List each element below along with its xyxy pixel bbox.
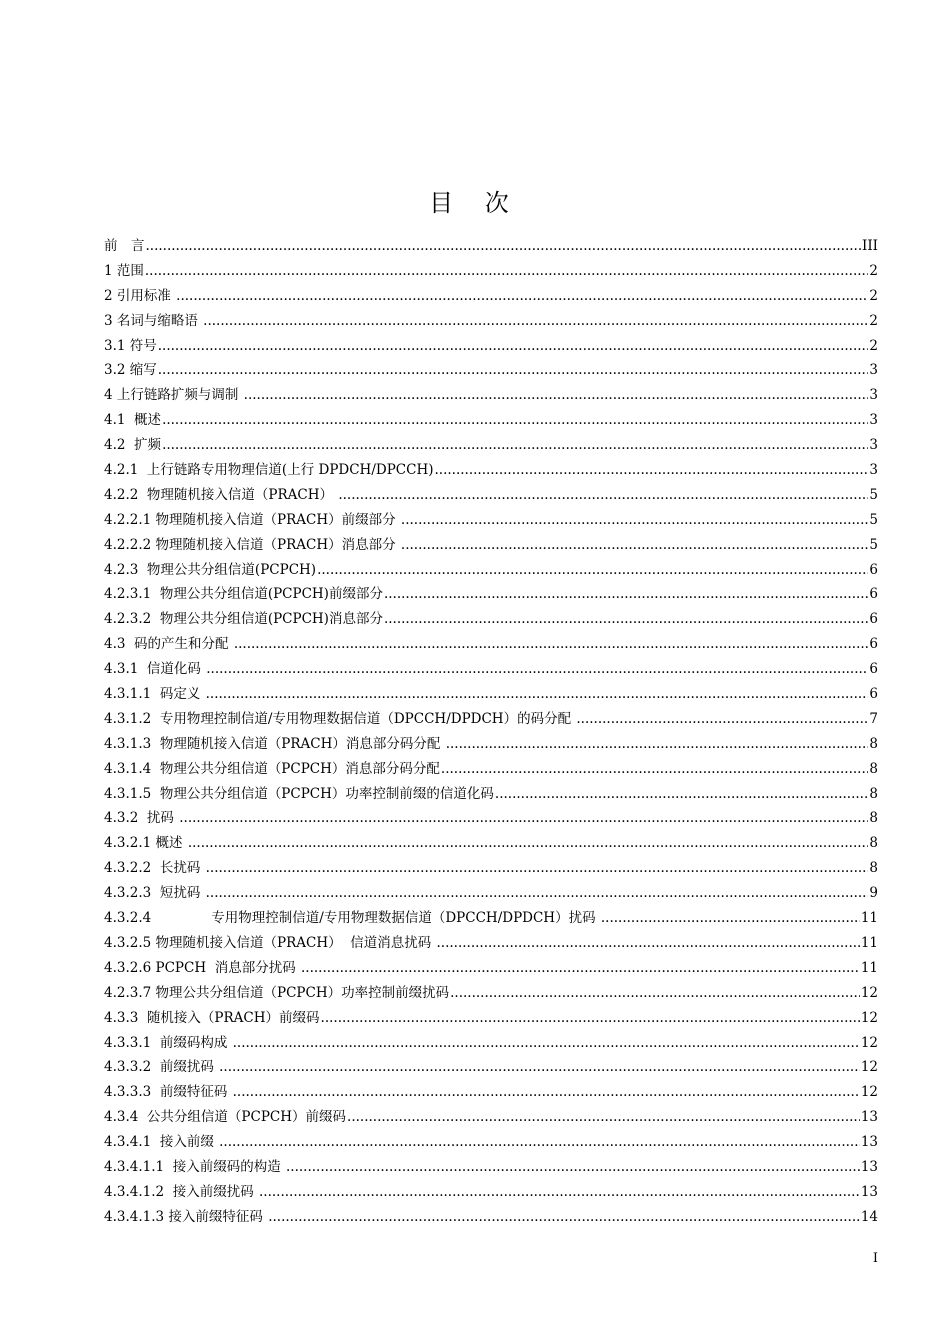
dot-leader <box>286 1155 860 1180</box>
toc-entry[interactable] <box>104 1180 878 1205</box>
toc-entry[interactable] <box>104 1055 878 1080</box>
toc-entry-title: 4.3.2.1 概述 <box>104 835 187 852</box>
dot-leader <box>434 458 868 483</box>
toc-entry[interactable] <box>104 358 878 383</box>
toc-entry-page: 6 <box>869 611 878 628</box>
toc-entry-title: 4.3.4.1.3 接入前缀特征码 <box>104 1208 268 1225</box>
toc-entry[interactable] <box>104 533 878 558</box>
toc-entry-page: 13 <box>860 1158 878 1175</box>
toc-entry-title: 4.3.2.2 长扰码 <box>104 860 205 877</box>
toc-entry[interactable] <box>104 881 878 906</box>
toc-entry-title: 前 言 <box>104 238 145 254</box>
dot-leader <box>495 782 868 807</box>
toc-entry-page: 7 <box>869 710 878 727</box>
toc-entry-page: 3 <box>869 412 878 429</box>
toc-entry-title: 4 上行链路扩频与调制 <box>104 387 243 404</box>
toc-entry-page: 14 <box>860 1208 878 1225</box>
toc-entry[interactable] <box>104 1130 878 1155</box>
toc-entry-page: 6 <box>869 586 878 603</box>
toc-entry-title: 4.3.2.4 专用物理控制信道/专用物理数据信道（DPCCH/DPDCH）扰码 <box>104 910 600 927</box>
toc-entry-page: 12 <box>860 1009 878 1026</box>
toc-entry-page: 3 <box>869 387 878 404</box>
dot-leader <box>601 906 860 931</box>
toc-entry-page: 12 <box>860 1084 878 1101</box>
toc-entry[interactable] <box>104 1205 878 1230</box>
dot-leader <box>450 981 860 1006</box>
dot-leader <box>384 582 868 607</box>
dot-leader <box>441 757 868 782</box>
toc-entry[interactable] <box>104 408 878 433</box>
toc-entry[interactable] <box>104 309 878 334</box>
toc-entry[interactable] <box>104 508 878 533</box>
toc-entry[interactable] <box>104 632 878 657</box>
toc-entry-title: 4.2.1 上行链路专用物理信道(上行 DPDCH/DPCCH) <box>104 462 434 479</box>
toc-entry-title: 4.3.1.2 专用物理控制信道/专用物理数据信道（DPCCH/DPDCH）的码分配 <box>104 710 576 727</box>
toc-entry-page: 11 <box>860 934 878 951</box>
dot-leader <box>576 707 868 732</box>
toc-entry-page: 12 <box>860 1059 878 1076</box>
toc-entry-page: III <box>862 238 878 254</box>
toc-entry[interactable] <box>104 657 878 682</box>
toc-entry-page: 3 <box>869 462 878 479</box>
dot-leader <box>437 931 860 956</box>
toc-entry-page: 13 <box>860 1134 878 1151</box>
toc-entry[interactable] <box>104 931 878 956</box>
toc-entry-page: 8 <box>869 860 878 877</box>
dot-leader <box>401 508 868 533</box>
toc-entry-page: 8 <box>869 810 878 827</box>
dot-leader <box>321 1006 860 1031</box>
toc-entry-page: 6 <box>869 636 878 653</box>
toc-entry-page: 5 <box>869 486 878 503</box>
dot-leader <box>145 259 869 284</box>
page-title: 目 次 <box>429 189 521 217</box>
toc-entry[interactable] <box>104 682 878 707</box>
toc-entry-title: 4.3.3.1 前缀码构成 <box>104 1034 232 1051</box>
toc-entry-title: 4.3.3 随机接入（PRACH）前缀码 <box>104 1009 320 1026</box>
toc-entry[interactable] <box>104 259 878 284</box>
dot-leader <box>158 358 869 383</box>
toc-entry-title: 4.2.3.7 物理公共分组信道（PCPCH）功率控制前缀扰码 <box>104 984 450 1001</box>
toc-entry[interactable] <box>104 1031 878 1056</box>
toc-entry[interactable] <box>104 234 878 259</box>
toc-entry[interactable] <box>104 284 878 309</box>
toc-entry-page: 3 <box>869 437 878 454</box>
toc-entry-page: 12 <box>860 1034 878 1051</box>
dot-leader <box>268 1205 860 1230</box>
toc-entry-page: 5 <box>869 536 878 553</box>
dot-leader <box>244 383 869 408</box>
dot-leader <box>233 1080 860 1105</box>
table-of-contents <box>104 234 878 1230</box>
toc-entry-page: 2 <box>869 312 878 329</box>
toc-entry-page: 6 <box>869 661 878 678</box>
toc-entry[interactable] <box>104 483 878 508</box>
dot-leader <box>384 607 868 632</box>
dot-leader <box>233 1031 860 1056</box>
toc-entry[interactable] <box>104 582 878 607</box>
toc-entry-title: 1 范围 <box>104 262 144 279</box>
toc-entry[interactable] <box>104 558 878 583</box>
toc-entry-title: 4.3.2 扰码 <box>104 810 179 827</box>
toc-entry-title: 4.3.2.5 物理随机接入信道（PRACH） 信道消息扰码 <box>104 934 436 951</box>
toc-entry-page: 6 <box>869 686 878 703</box>
toc-entry[interactable] <box>104 856 878 881</box>
toc-entry-page: 8 <box>869 735 878 752</box>
toc-entry-title: 4.3.3.3 前缀特征码 <box>104 1084 232 1101</box>
dot-leader <box>206 881 869 906</box>
toc-entry-page: 9 <box>869 885 878 902</box>
toc-entry[interactable] <box>104 1080 878 1105</box>
toc-entry[interactable] <box>104 383 878 408</box>
toc-entry[interactable] <box>104 458 878 483</box>
toc-entry[interactable] <box>104 707 878 732</box>
dot-leader <box>206 657 868 682</box>
toc-entry-title: 4.2.2.2 物理随机接入信道（PRACH）消息部分 <box>104 536 400 553</box>
toc-entry-page: 12 <box>860 984 878 1001</box>
toc-entry-page: 3 <box>869 362 878 379</box>
toc-entry-page: 2 <box>869 337 878 354</box>
toc-entry-page: 8 <box>869 760 878 777</box>
toc-entry[interactable] <box>104 831 878 856</box>
toc-entry-title: 4.1 概述 <box>104 412 162 429</box>
toc-entry[interactable] <box>104 806 878 831</box>
toc-entry-page: 8 <box>869 785 878 802</box>
dot-leader <box>188 831 869 856</box>
toc-entry-title: 4.3.4 公共分组信道（PCPCH）前缀码 <box>104 1109 347 1126</box>
toc-entry[interactable] <box>104 981 878 1006</box>
dot-leader <box>162 433 868 458</box>
toc-entry-title: 4.2.2 物理随机接入信道（PRACH） <box>104 486 338 503</box>
dot-leader <box>347 1105 860 1130</box>
toc-entry[interactable] <box>104 334 878 359</box>
dot-leader <box>219 1130 860 1155</box>
toc-entry-title: 4.3.1.3 物理随机接入信道（PRACH）消息部分码分配 <box>104 735 445 752</box>
toc-entry-title: 4.3.4.1.1 接入前缀码的构造 <box>104 1158 285 1175</box>
toc-entry[interactable] <box>104 1155 878 1180</box>
dot-leader <box>446 732 869 757</box>
toc-entry[interactable] <box>104 1105 878 1130</box>
toc-entry[interactable] <box>104 1006 878 1031</box>
toc-entry-title: 2 引用标准 <box>104 287 176 304</box>
dot-leader <box>219 1055 860 1080</box>
dot-leader <box>259 1180 860 1205</box>
dot-leader <box>146 234 862 259</box>
toc-entry-title: 4.3.1.1 码定义 <box>104 686 205 703</box>
toc-entry-title: 4.2.2.1 物理随机接入信道（PRACH）前缀部分 <box>104 511 400 528</box>
toc-entry-title: 4.3.4.1.2 接入前缀扰码 <box>104 1183 258 1200</box>
dot-leader <box>338 483 868 508</box>
toc-entry-title: 3.1 符号 <box>104 337 157 354</box>
dot-leader <box>234 632 869 657</box>
page-number: I <box>872 1251 878 1266</box>
toc-entry[interactable] <box>104 433 878 458</box>
toc-entry[interactable] <box>104 906 878 931</box>
dot-leader <box>179 806 868 831</box>
dot-leader <box>176 284 868 309</box>
toc-entry-title: 4.2.3.1 物理公共分组信道(PCPCH)前缀部分 <box>104 586 383 603</box>
toc-entry-title: 4.2.3 物理公共分组信道(PCPCH) <box>104 561 317 578</box>
toc-entry[interactable] <box>104 956 878 981</box>
dot-leader <box>401 533 868 558</box>
toc-entry-page: 11 <box>860 910 878 927</box>
dot-leader <box>301 956 860 981</box>
toc-entry-title: 4.3.4.1 接入前缀 <box>104 1134 219 1151</box>
toc-entry-page: 2 <box>869 262 878 279</box>
toc-entry[interactable] <box>104 782 878 807</box>
toc-entry-page: 13 <box>860 1183 878 1200</box>
toc-entry-title: 3.2 缩写 <box>104 362 157 379</box>
dot-leader <box>206 682 869 707</box>
dot-leader <box>203 309 868 334</box>
toc-entry-page: 2 <box>869 287 878 304</box>
toc-entry-title: 4.3.1.5 物理公共分组信道（PCPCH）功率控制前缀的信道化码 <box>104 785 494 802</box>
toc-entry-title: 4.2.3.2 物理公共分组信道(PCPCH)消息部分 <box>104 611 383 628</box>
toc-entry-title: 3 名词与缩略语 <box>104 312 203 329</box>
toc-entry[interactable] <box>104 732 878 757</box>
toc-entry-title: 4.3.1 信道化码 <box>104 661 206 678</box>
dot-leader <box>206 856 869 881</box>
toc-entry-page: 6 <box>869 561 878 578</box>
toc-entry-page: 5 <box>869 511 878 528</box>
toc-entry-title: 4.2 扩频 <box>104 437 162 454</box>
toc-entry-title: 4.3.1.4 物理公共分组信道（PCPCH）消息部分码分配 <box>104 760 440 777</box>
toc-entry[interactable] <box>104 607 878 632</box>
toc-entry[interactable] <box>104 757 878 782</box>
toc-entry-page: 13 <box>860 1109 878 1126</box>
dot-leader <box>162 408 868 433</box>
toc-entry-title: 4.3.2.6 PCPCH 消息部分扰码 <box>104 959 300 976</box>
toc-entry-page: 8 <box>869 835 878 852</box>
toc-entry-title: 4.3.2.3 短扰码 <box>104 885 205 902</box>
toc-entry-page: 11 <box>860 959 878 976</box>
toc-entry-title: 4.3 码的产生和分配 <box>104 636 233 653</box>
toc-entry-title: 4.3.3.2 前缀扰码 <box>104 1059 219 1076</box>
dot-leader <box>317 558 868 583</box>
dot-leader <box>158 334 869 359</box>
